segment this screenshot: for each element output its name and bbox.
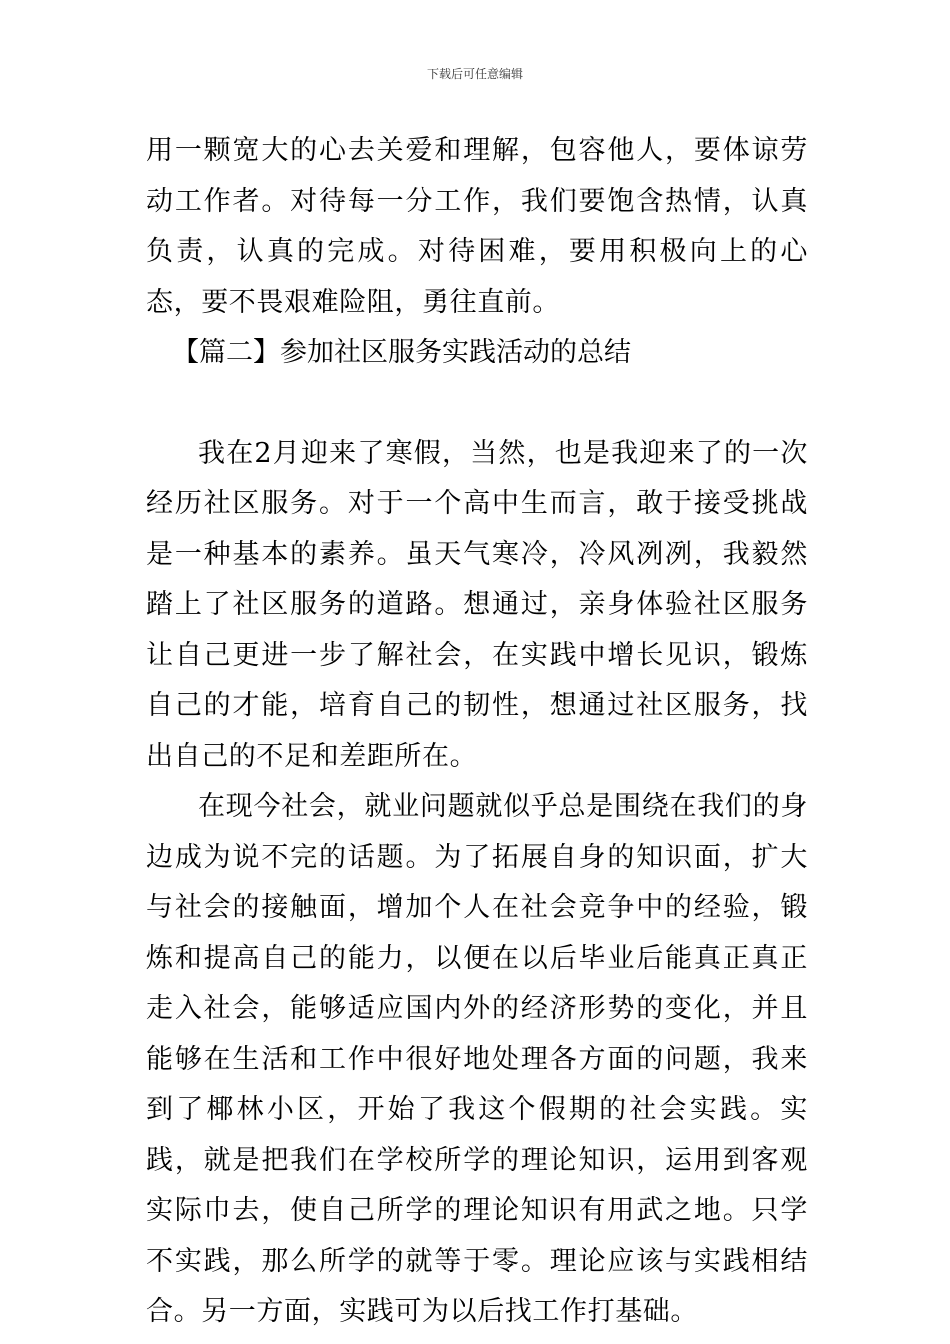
blank-line [146,379,808,429]
document-body [146,126,808,1338]
page-header-note: 下载后可任意编辑 [426,67,523,81]
continued-paragraph: 用一颗宽大的心去关爱和理解，包容他人，要体谅劳动工作者。对待每一分工作，我们要饱含热情，认真负责，认真的完成。对待困难，要用积极向上的心态，要不畏艰难险阻，勇往直前。 [146,135,808,318]
paragraph-1: 我在2月迎来了寒假，当然，也是我迎来了的一次经历社区服务。对于一个高中生而言，敢于接受挑战是一种基本的素养。虽天气寒冷，冷风冽冽，我毅然踏上了社区服务的道路。想通过，亲身体验社区服务让自己更进一步了解社会，在实践中增长见识，锻炼自己的才能，培育自己的韧性，想通过社区服务，找出自己的不足和差距所在。 [146,437,808,772]
paragraph-2: 在现今社会，就业问题就似乎总是围绕在我们的身边成为说不完的话题。为了拓展自身的知识面，扩大与社会的接触面，增加个人在社会竞争中的经验，锻炼和提高自己的能力，以便在以后毕业后能真正真正走入社会，能够适应国内外的经济形势的变化，并且能够在生活和工作中很好地处理各方面的问题，我来到了椰林小区，开始了我这个假期的社会实践。实践，就是把我们在学校所学的理论知识，运用到客观实际巾去，使自己所学的理论知识有用武之地。只学不实践，那么所学的就等于零。理论应该与实践相结合。另一方面，实践可为以后找工作打基础。 [146,791,808,1327]
section-title: 【篇二】参加社区服务实践活动的总结 [172,337,631,368]
